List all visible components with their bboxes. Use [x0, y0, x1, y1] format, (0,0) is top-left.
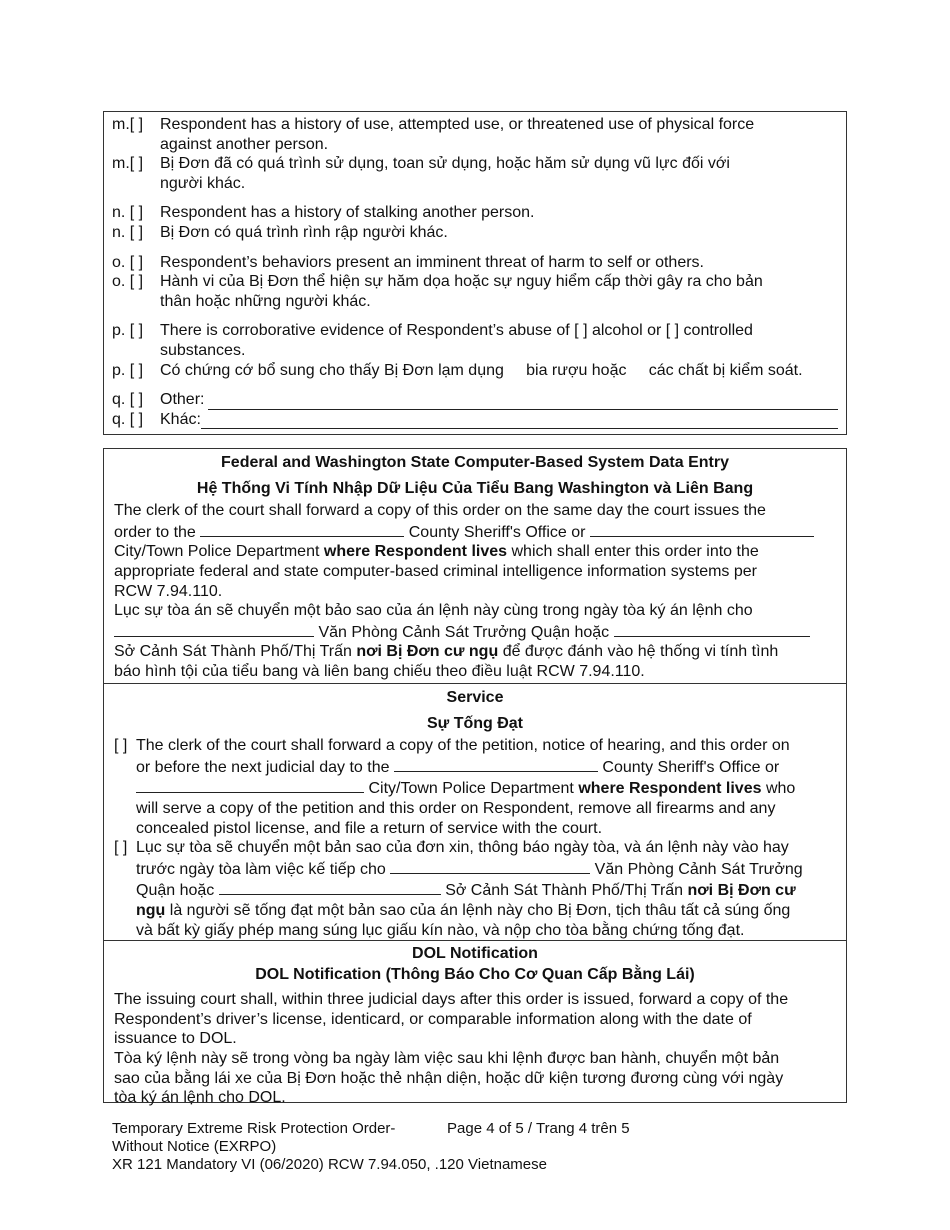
- other-input-line[interactable]: [208, 394, 838, 410]
- service-title-en: Service: [446, 689, 504, 706]
- item-o-vi: o. [ ] Hành vi của Bị Đơn thể hiện sự hăm dọa hoặc sự nguy hiểm cấp thời gây ra cho bản thân hoặc những người khác.: [112, 273, 763, 310]
- checkbox-m-en[interactable]: m.[ ]: [112, 116, 144, 133]
- item-m-vi: m.[ ] Bị Đơn đã có quá trình sử dụng, toan sử dụng, hoặc hăm sử dụng vũ lực đối với người khác.: [112, 155, 730, 192]
- other-label: Other:: [160, 391, 205, 409]
- page-footer: [112, 1120, 812, 1174]
- dol-text-en: The issuing court shall, within three judicial days after this order is issued, forward a copy of the Respondent’s driver’s license, identicard, or comparable information along with the date of issuance to DOL.: [114, 991, 789, 1048]
- dol-text-vi: Tòa ký lệnh này sẽ trong vòng ba ngày làm việc sau khi lệnh được ban hành, chuyển một bản sao của bằng lái xe của Bị Đơn hoặc thẻ nhận diện, hoặc dữ kiện tương đương cùng với ngày tòa ký án lệnh cho DOL.: [114, 1049, 784, 1107]
- item-q-en: [112, 390, 838, 410]
- checkbox-n-en[interactable]: n. [ ]: [112, 204, 144, 222]
- service-county-blank[interactable]: [394, 756, 598, 772]
- service-option-en: [ ] The clerk of the court shall forward a copy of the petition, notice of hearing, and this order on or before the next judicial day to the County Sheriff's Office or City/Town Police Department where Respondent lives who will serve a copy of the petition and this order on Respondent, remove all firearms and any concealed pistol license, and file a return of service with the court.: [114, 737, 796, 837]
- item-n-en: n. [ ] Respondent has a history of stalking another person.: [112, 204, 535, 222]
- checkbox-o-en[interactable]: o. [ ]: [112, 253, 144, 271]
- orders-box: [103, 448, 847, 1107]
- other-label-vi: Khác:: [160, 410, 201, 428]
- item-p-vi: p. [ ] Có chứng cớ bổ sung cho thấy Bị Đơn lạm dụng bia rượu hoặc các chất bị kiểm soát.: [112, 361, 803, 379]
- page-number: Page 4 of 5 / Trang 4 trên 5: [447, 1120, 630, 1137]
- county-sheriff-blank[interactable]: [200, 521, 404, 537]
- dol-section: [104, 944, 846, 1108]
- checkbox-p-vi[interactable]: p. [ ]: [112, 361, 144, 379]
- item-n-vi: n. [ ] Bị Đơn có quá trình rình rập người khác.: [112, 223, 448, 241]
- service-city-blank-vi[interactable]: [219, 879, 441, 895]
- checkbox-p-en[interactable]: p. [ ]: [112, 322, 144, 340]
- service-checkbox-vi[interactable]: [ ]: [114, 839, 128, 857]
- form-code: XR 121 Mandatory VI (06/2020) RCW 7.94.050, .120 Vietnamese: [112, 1156, 547, 1173]
- checkbox-q-en[interactable]: q. [ ]: [112, 391, 144, 409]
- item-m-en: m.[ ] Respondent has a history of use, attempted use, or threatened use of physical force against another person.: [112, 116, 755, 153]
- dol-title-vi: DOL Notification (Thông Báo Cho Cơ Quan Cấp Bằng Lái): [255, 965, 695, 983]
- service-title-vi: Sự Tống Đạt: [426, 714, 524, 732]
- form-title-line2: Without Notice (EXRPO): [112, 1138, 277, 1155]
- data-entry-section: [104, 453, 846, 684]
- data-entry-title-en: Federal and Washington State Computer-Based System Data Entry: [221, 454, 729, 471]
- service-city-blank[interactable]: [136, 777, 364, 793]
- checkbox-n-vi[interactable]: n. [ ]: [112, 223, 144, 241]
- item-p-en: p. [ ] There is corroborative evidence of Respondent’s abuse of [ ] alcohol or [ ] controlled substances.: [112, 322, 753, 359]
- data-entry-text-en: The clerk of the court shall forward a copy of this order on the same day the court issues the order to the County Sheriff's Office or City/Town Police Department where Respondent lives which shall enter this order into the appropriate federal and state computer-based criminal intelligence information systems per RCW 7.94.110.: [114, 501, 836, 601]
- data-entry-text-vi: Lục sự tòa án sẽ chuyển một bảo sao của án lệnh này cùng trong ngày tòa ký án lệnh cho Văn Phòng Cảnh Sát Trưởng Quận hoặc Sở Cảnh Sát Thành Phố/Thị Trấn nơi Bị Đơn cư ngụ để được đánh vào hệ thống vi tính tình báo hình tội của tiểu bang và liên bang chiếu theo điều luật RCW 7.94.110.: [114, 601, 836, 681]
- county-sheriff-blank-vi[interactable]: [114, 621, 314, 637]
- other-input-line-vi[interactable]: [201, 413, 838, 429]
- form-title-line1: Temporary Extreme Risk Protection Order-: [112, 1120, 396, 1137]
- item-q-vi: [112, 410, 838, 430]
- checkbox-o-vi[interactable]: o. [ ]: [112, 273, 144, 291]
- checkbox-m-vi[interactable]: m.[ ]: [112, 155, 144, 173]
- service-section: [104, 688, 846, 941]
- dol-title-en: DOL Notification: [412, 945, 538, 962]
- city-police-blank[interactable]: [590, 521, 814, 537]
- checkbox-q-vi[interactable]: q. [ ]: [112, 410, 144, 428]
- item-o-en: o. [ ] Respondent’s behaviors present an imminent threat of harm to self or others.: [112, 253, 704, 271]
- city-police-blank-vi[interactable]: [614, 621, 810, 637]
- service-county-blank-vi[interactable]: [390, 858, 590, 874]
- findings-checklist: [103, 111, 847, 435]
- data-entry-title-vi: Hệ Thống Vi Tính Nhập Dữ Liệu Của Tiểu Bang Washington và Liên Bang: [196, 479, 754, 497]
- service-option-vi: [ ] Lục sự tòa sẽ chuyển một bản sao của đơn xin, thông báo ngày tòa, và án lệnh này vào hay trước ngày tòa làm việc kế tiếp cho Văn Phòng Cảnh Sát Trưởng Quận hoặc Sở Cảnh Sát Thành Phố/Thị Trấn nơi Bị Đơn cư ngụ là người sẽ tống đạt một bản sao của án lệnh này cho Bị Đơn, tịch thâu tất cả súng ống và bất kỳ giấy phép mang súng lục giấu kín nào, và nộp cho tòa bằng chứng tống đạt.: [114, 839, 803, 939]
- service-checkbox-en[interactable]: [ ]: [114, 737, 128, 755]
